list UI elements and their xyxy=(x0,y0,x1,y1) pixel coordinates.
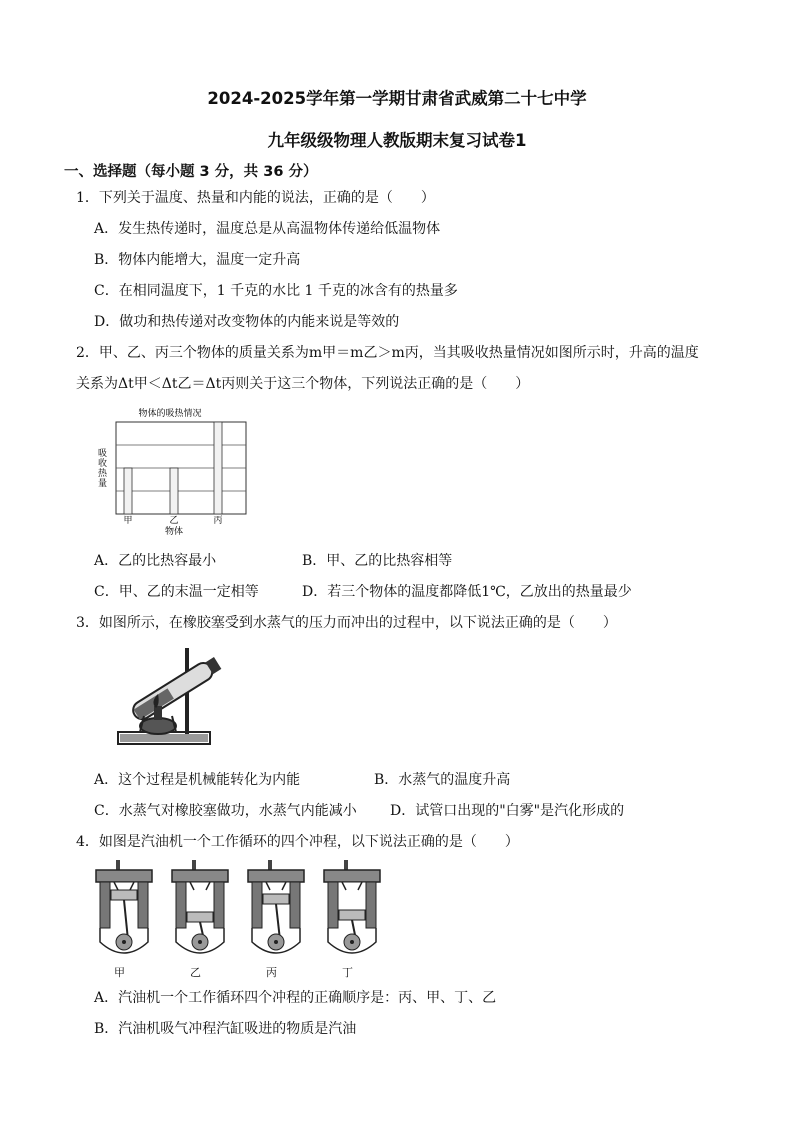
q3-option-b: B．水蒸气的温度升高 xyxy=(374,772,511,788)
q3-option-c: C．水蒸气对橡胶塞做功，水蒸气内能减小 xyxy=(94,803,357,819)
chart-tick-label-1: 乙 xyxy=(169,516,179,526)
q1-option-c: C．在相同温度下，1 千克的水比 1 千克的冰含有的热量多 xyxy=(94,283,458,299)
q2-option-c: C．甲、乙的末温一定相等 xyxy=(94,584,259,600)
q3-option-a: A．这个过程是机械能转化为内能 xyxy=(94,772,301,788)
engine-label-bing: 丙 xyxy=(266,966,277,979)
chart-tick-label-0: 甲 xyxy=(123,516,133,526)
section-heading: 一、选择题（每小题 3 分，共 36 分） xyxy=(64,164,318,180)
chart-x-label: 物体 xyxy=(164,527,184,536)
chart-y-label: 吸收热量 xyxy=(98,449,108,489)
test-tube-apparatus-figure xyxy=(100,644,232,750)
engine-strokes-figure xyxy=(90,860,390,980)
chart-tick-labels xyxy=(123,515,222,526)
chart-title: 物体的吸热情况 xyxy=(138,409,202,419)
heat-absorption-chart xyxy=(90,406,260,536)
q2-option-b: B．甲、乙的比热容相等 xyxy=(302,553,453,569)
page-title-line1: 2024-2025学年第一学期甘肃省武威第二十七中学 xyxy=(207,89,587,108)
q1-stem: 1．下列关于温度、热量和内能的说法，正确的是（ ） xyxy=(76,190,435,206)
engine-label-ding: 丁 xyxy=(342,966,353,979)
q2-stem-line2: 关系为Δt甲＜Δt乙＝Δt丙则关于这三个物体，下列说法正确的是（ ） xyxy=(76,376,530,392)
chart-tick-label-2: 丙 xyxy=(213,516,223,526)
q1-option-a: A．发生热传递时，温度总是从高温物体传递给低温物体 xyxy=(94,221,441,237)
q1-option-d: D．做功和热传递对改变物体的内能来说是等效的 xyxy=(94,314,400,330)
chart-bar-0 xyxy=(124,468,132,514)
engine-label-yi: 乙 xyxy=(190,966,201,979)
engine-diagrams xyxy=(90,860,390,960)
engine-cylinder-3 xyxy=(324,860,380,953)
q2-option-a: A．乙的比热容最小 xyxy=(94,553,217,569)
q3-stem: 3．如图所示，在橡胶塞受到水蒸气的压力而冲出的过程中，以下说法正确的是（ ） xyxy=(76,615,617,631)
engine-cylinder-0 xyxy=(96,860,152,953)
engine-cylinder-1 xyxy=(172,860,228,953)
page-title-line2: 九年级级物理人教版期末复习试卷1 xyxy=(267,131,527,150)
engine-label-jia: 甲 xyxy=(114,966,125,979)
q4-option-b: B．汽油机吸气冲程汽缸吸进的物质是汽油 xyxy=(94,1021,357,1037)
q4-option-a: A．汽油机一个工作循环四个冲程的正确顺序是：丙、甲、丁、乙 xyxy=(94,990,497,1006)
q2-option-d: D．若三个物体的温度都降低1℃，乙放出的热量最少 xyxy=(302,584,632,600)
engine-cylinder-2 xyxy=(248,860,304,953)
q4-stem: 4．如图是汽油机一个工作循环的四个冲程，以下说法正确的是（ ） xyxy=(76,834,519,850)
chart-bar-1 xyxy=(170,468,178,514)
chart-bar-2 xyxy=(214,422,222,514)
q1-option-b: B．物体内能增大，温度一定升高 xyxy=(94,252,301,268)
chart-grid xyxy=(116,422,246,514)
q3-option-d: D．试管口出现的"白雾"是汽化形成的 xyxy=(390,803,625,819)
q2-stem-line1: 2．甲、乙、丙三个物体的质量关系为m甲＝m乙＞m丙，当其吸收热量情况如图所示时，升高的温度 xyxy=(76,345,699,361)
